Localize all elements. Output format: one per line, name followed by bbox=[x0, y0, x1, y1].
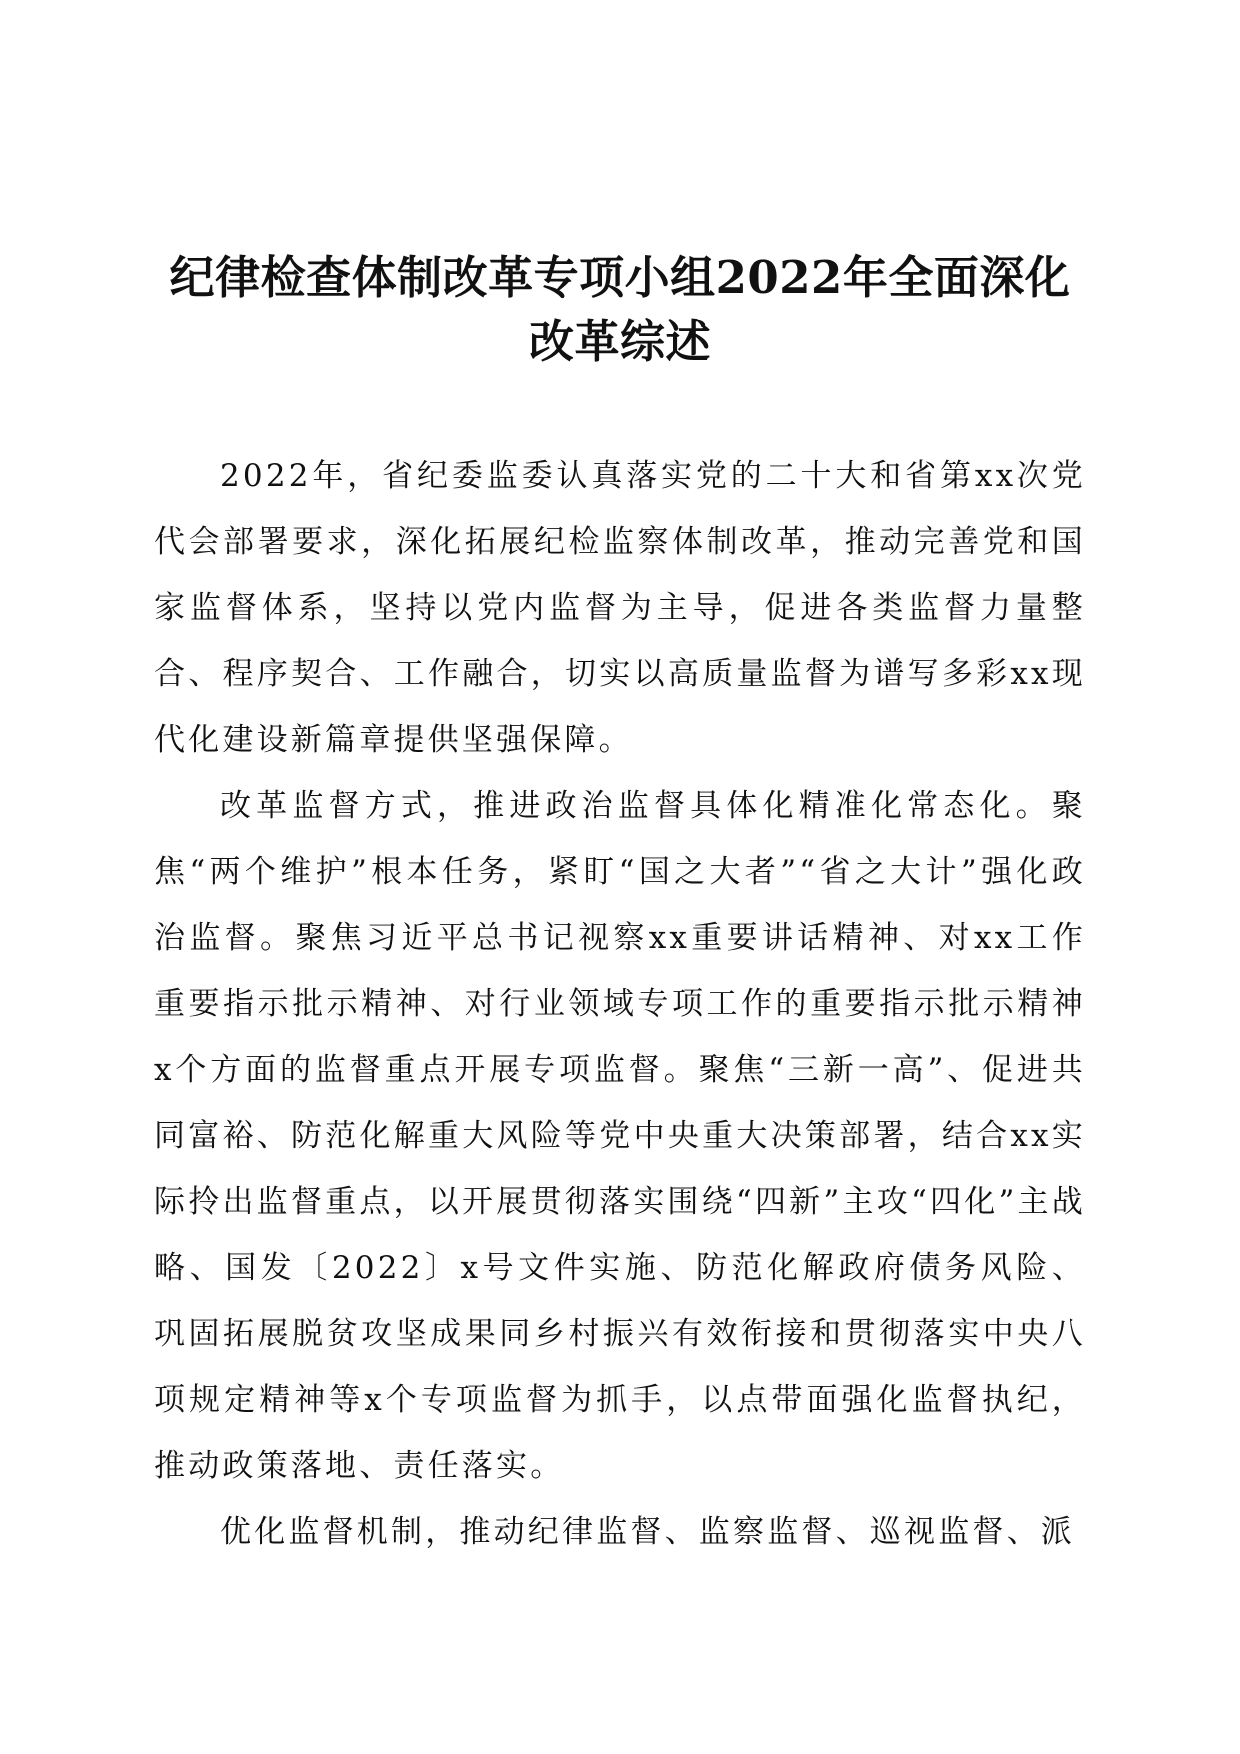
document-body bbox=[154, 443, 1086, 1565]
document-title bbox=[150, 246, 1090, 374]
paragraph-supervision-methods: 改革监督方式，推进政治监督具体化精准化常态化。聚焦“两个维护”根本任务，紧盯“国之大者”“省之大计”强化政治监督。聚焦习近平总书记视察xx重要讲话精神、对xx工作重要指示批示精神、对行业领域专项工作的重要指示批示精神x个方面的监督重点开展专项监督。聚焦“三新一高”、促进共同富裕、防范化解重大风险等党中央重大决策部署，结合xx实际拎出监督重点，以开展贯彻落实围绕“四新”主攻“四化”主战略、国发〔2022〕x号文件实施、防范化解政府债务风险、巩固拓展脱贫攻坚成果同乡村振兴有效衔接和贯彻落实中央八项规定精神等x个专项监督为抓手，以点带面强化监督执纪，推动政策落地、责任落实。 bbox=[154, 788, 1086, 1484]
paragraph-supervision-mechanism: 优化监督机制，推动纪律监督、监察监督、巡视监督、派 bbox=[220, 1514, 1075, 1550]
title-line-1: 纪律检查体制改革专项小组2022年全面深化 bbox=[169, 251, 1071, 304]
paragraph-intro: 2022年，省纪委监委认真落实党的二十大和省第xx次党代会部署要求，深化拓展纪检监察体制改革，推动完善党和国家监督体系，坚持以党内监督为主导，促进各类监督力量整合、程序契合、工作融合，切实以高质量监督为谱写多彩xx现代化建设新篇章提供坚强保障。 bbox=[154, 458, 1086, 758]
title-line-2: 改革综述 bbox=[528, 315, 711, 368]
